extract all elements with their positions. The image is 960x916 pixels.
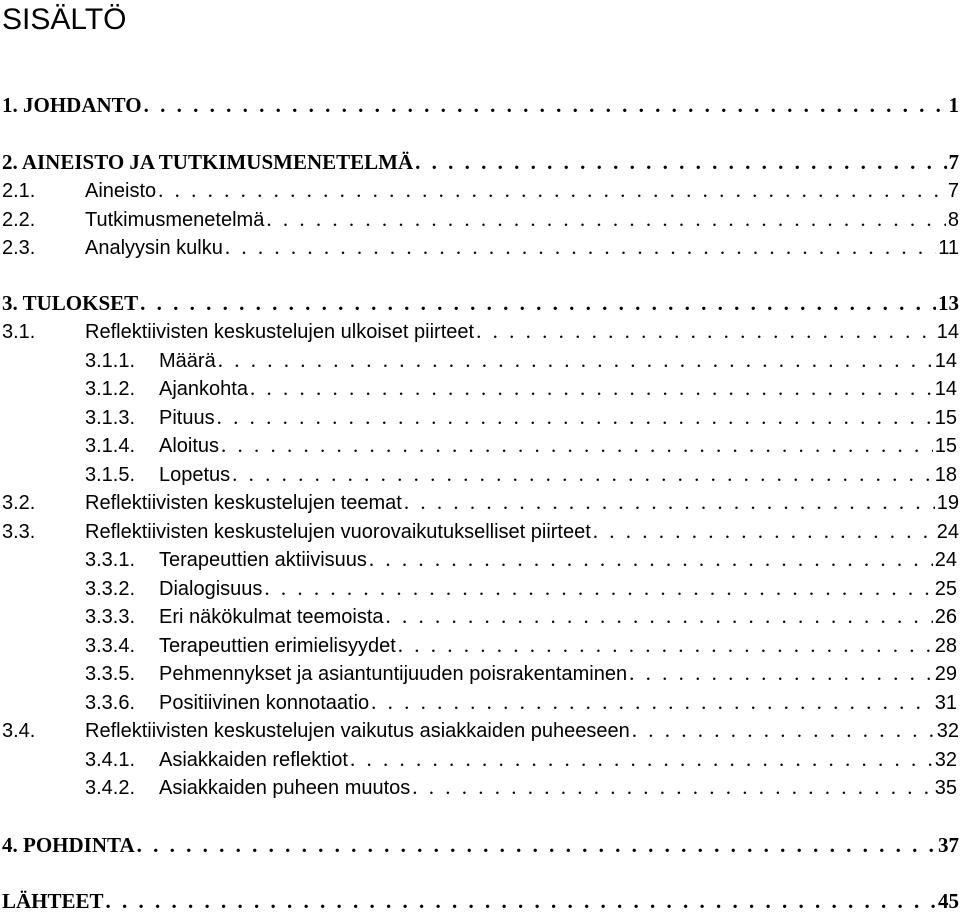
toc-entry-page: 35 xyxy=(934,777,957,799)
toc-entry-title: Analyysin kulku xyxy=(85,237,223,259)
dot-leader xyxy=(158,177,946,203)
toc-entry xyxy=(2,234,959,260)
dot-leader xyxy=(629,660,933,686)
toc-entry-title: 1. JOHDANTO xyxy=(2,93,142,117)
toc-entry-title: Aineisto xyxy=(85,180,157,202)
toc-entry-title: Reflektiivisten keskustelujen ulkoiset piirteet xyxy=(85,321,475,343)
toc-entry xyxy=(2,177,959,203)
toc-entry xyxy=(85,404,957,430)
toc-entry-page: 7 xyxy=(947,180,959,202)
toc-entry-page: 24 xyxy=(936,521,959,543)
toc-entry-title: Lopetus xyxy=(159,464,231,486)
dot-leader xyxy=(217,404,933,430)
toc-entry-page: 14 xyxy=(934,378,957,400)
toc-entry-title: Reflektiivisten keskustelujen vuorovaikutukselliset piirteet xyxy=(85,521,591,543)
toc-entry xyxy=(2,832,959,858)
toc-entry xyxy=(2,149,959,175)
toc-entry-number: 3.3.2. xyxy=(85,578,136,600)
toc-entry xyxy=(2,318,959,344)
dot-leader xyxy=(415,149,946,175)
toc-entry-page: 32 xyxy=(934,749,957,771)
toc-entry xyxy=(85,603,957,629)
dot-leader xyxy=(412,774,932,800)
dot-leader xyxy=(144,92,947,118)
toc-entry-number: 3.1.4. xyxy=(85,435,136,457)
toc-entry xyxy=(2,717,959,743)
toc-entry xyxy=(85,461,957,487)
toc-entry-title: Asiakkaiden reflektiot xyxy=(159,749,348,771)
toc-entry-title: Reflektiivisten keskustelujen vaikutus asiakkaiden puheeseen xyxy=(85,720,630,742)
toc-entry-title: Pituus xyxy=(159,407,215,429)
toc-entry-title: Reflektiivisten keskustelujen teemat xyxy=(85,492,402,514)
toc-entry-number: 3.3.4. xyxy=(85,635,136,657)
toc-entry-number: 3.1.3. xyxy=(85,407,136,429)
dot-leader xyxy=(476,318,935,344)
dot-leader xyxy=(371,689,933,715)
toc-entry-page: 8 xyxy=(947,209,959,231)
dot-leader xyxy=(386,603,933,629)
toc-entry-page: 25 xyxy=(934,578,957,600)
toc-entry-title: Pehmennykset ja asiantuntijuuden poisrakentaminen xyxy=(159,663,628,685)
toc-entry-title: 3. TULOKSET xyxy=(2,291,139,315)
toc-entry-title: Positiivinen konnotaatio xyxy=(159,692,370,714)
dot-leader xyxy=(137,832,936,858)
toc-entry xyxy=(85,347,957,373)
toc-entry-page: 31 xyxy=(934,692,957,714)
toc-entry-title: Aloitus xyxy=(159,435,220,457)
toc-entry-number: 3.2. xyxy=(2,492,36,514)
dot-leader xyxy=(250,375,933,401)
toc-entry-number: 3.1.2. xyxy=(85,378,136,400)
toc-entry xyxy=(85,660,957,686)
toc-entry-title: LÄHTEET xyxy=(2,889,104,913)
toc-entry-page: 13 xyxy=(938,291,959,315)
dot-leader xyxy=(593,518,935,544)
dot-leader xyxy=(369,546,933,572)
toc-entry xyxy=(85,432,957,458)
page-title: SISÄLTÖ xyxy=(2,3,127,36)
toc-entry-title: Ajankohta xyxy=(159,378,248,400)
toc-entry xyxy=(2,518,959,544)
toc-entry xyxy=(85,632,957,658)
toc-entry-page: 19 xyxy=(936,492,959,514)
dot-leader xyxy=(266,206,946,232)
dot-leader xyxy=(106,888,936,914)
toc-entry-page: 7 xyxy=(948,150,959,174)
toc-entry-number: 3.3.6. xyxy=(85,692,136,714)
toc-entry xyxy=(85,746,957,772)
toc-entry xyxy=(2,888,959,914)
toc-entry-number: 3.4. xyxy=(2,720,36,742)
toc-entry-title: Terapeuttien erimielisyydet xyxy=(159,635,396,657)
toc-entry-number: 3.3.1. xyxy=(85,549,136,571)
toc-entry-page: 11 xyxy=(938,237,959,259)
toc-entry xyxy=(85,575,957,601)
toc-entry-page: 1 xyxy=(948,93,959,117)
toc-entry-page: 15 xyxy=(934,435,957,457)
toc-entry xyxy=(2,290,959,316)
toc-entry-number: 3.1. xyxy=(2,321,36,343)
toc-entry-number: 3.3. xyxy=(2,521,36,543)
toc-entry-number: 3.4.2. xyxy=(85,777,136,799)
toc-entry-page: 15 xyxy=(934,407,957,429)
toc-entry xyxy=(85,774,957,800)
toc-entry-number: 2.3. xyxy=(2,237,36,259)
toc-entry xyxy=(2,206,959,232)
toc-entry xyxy=(85,546,957,572)
dot-leader xyxy=(398,632,933,658)
toc-entry-number: 3.4.1. xyxy=(85,749,136,771)
toc-entry-page: 14 xyxy=(936,321,959,343)
dot-leader xyxy=(140,290,936,316)
dot-leader xyxy=(218,347,933,373)
toc-entry xyxy=(2,489,959,515)
dot-leader xyxy=(264,575,932,601)
dot-leader xyxy=(404,489,935,515)
toc-entry-page: 14 xyxy=(934,350,957,372)
toc-entry-page: 37 xyxy=(938,833,959,857)
dot-leader xyxy=(232,461,933,487)
toc-entry-title: Terapeuttien aktiivisuus xyxy=(159,549,367,571)
toc-entry-number: 3.3.5. xyxy=(85,663,136,685)
toc-entry-title: Dialogisuus xyxy=(159,578,263,600)
toc-entry xyxy=(85,689,957,715)
toc-entry-title: Asiakkaiden puheen muutos xyxy=(159,777,411,799)
toc-entry-title: Tutkimusmenetelmä xyxy=(85,209,265,231)
dot-leader xyxy=(632,717,935,743)
toc-entry-page: 28 xyxy=(934,635,957,657)
toc-entry-title: 4. POHDINTA xyxy=(2,833,135,857)
dot-leader xyxy=(350,746,933,772)
toc-entry-number: 2.2. xyxy=(2,209,36,231)
toc-entry-page: 24 xyxy=(934,549,957,571)
toc-entry-title: Eri näkökulmat teemoista xyxy=(159,606,384,628)
toc-entry-number: 3.3.3. xyxy=(85,606,136,628)
toc-entry-page: 29 xyxy=(934,663,957,685)
toc-entry-page: 26 xyxy=(934,606,957,628)
toc-entry-title: 2. AINEISTO JA TUTKIMUSMENETELMÄ xyxy=(2,150,414,174)
toc-entry-number: 3.1.1. xyxy=(85,350,136,372)
toc-entry-page: 18 xyxy=(934,464,957,486)
toc-entry-title: Määrä xyxy=(159,350,216,372)
toc-entry-number: 3.1.5. xyxy=(85,464,136,486)
dot-leader xyxy=(225,234,936,260)
toc-entry-page: 45 xyxy=(938,889,959,913)
toc-entry-page: 32 xyxy=(936,720,959,742)
dot-leader xyxy=(221,432,933,458)
toc-entry-number: 2.1. xyxy=(2,180,36,202)
toc-entry xyxy=(2,92,959,118)
toc-entry xyxy=(85,375,957,401)
